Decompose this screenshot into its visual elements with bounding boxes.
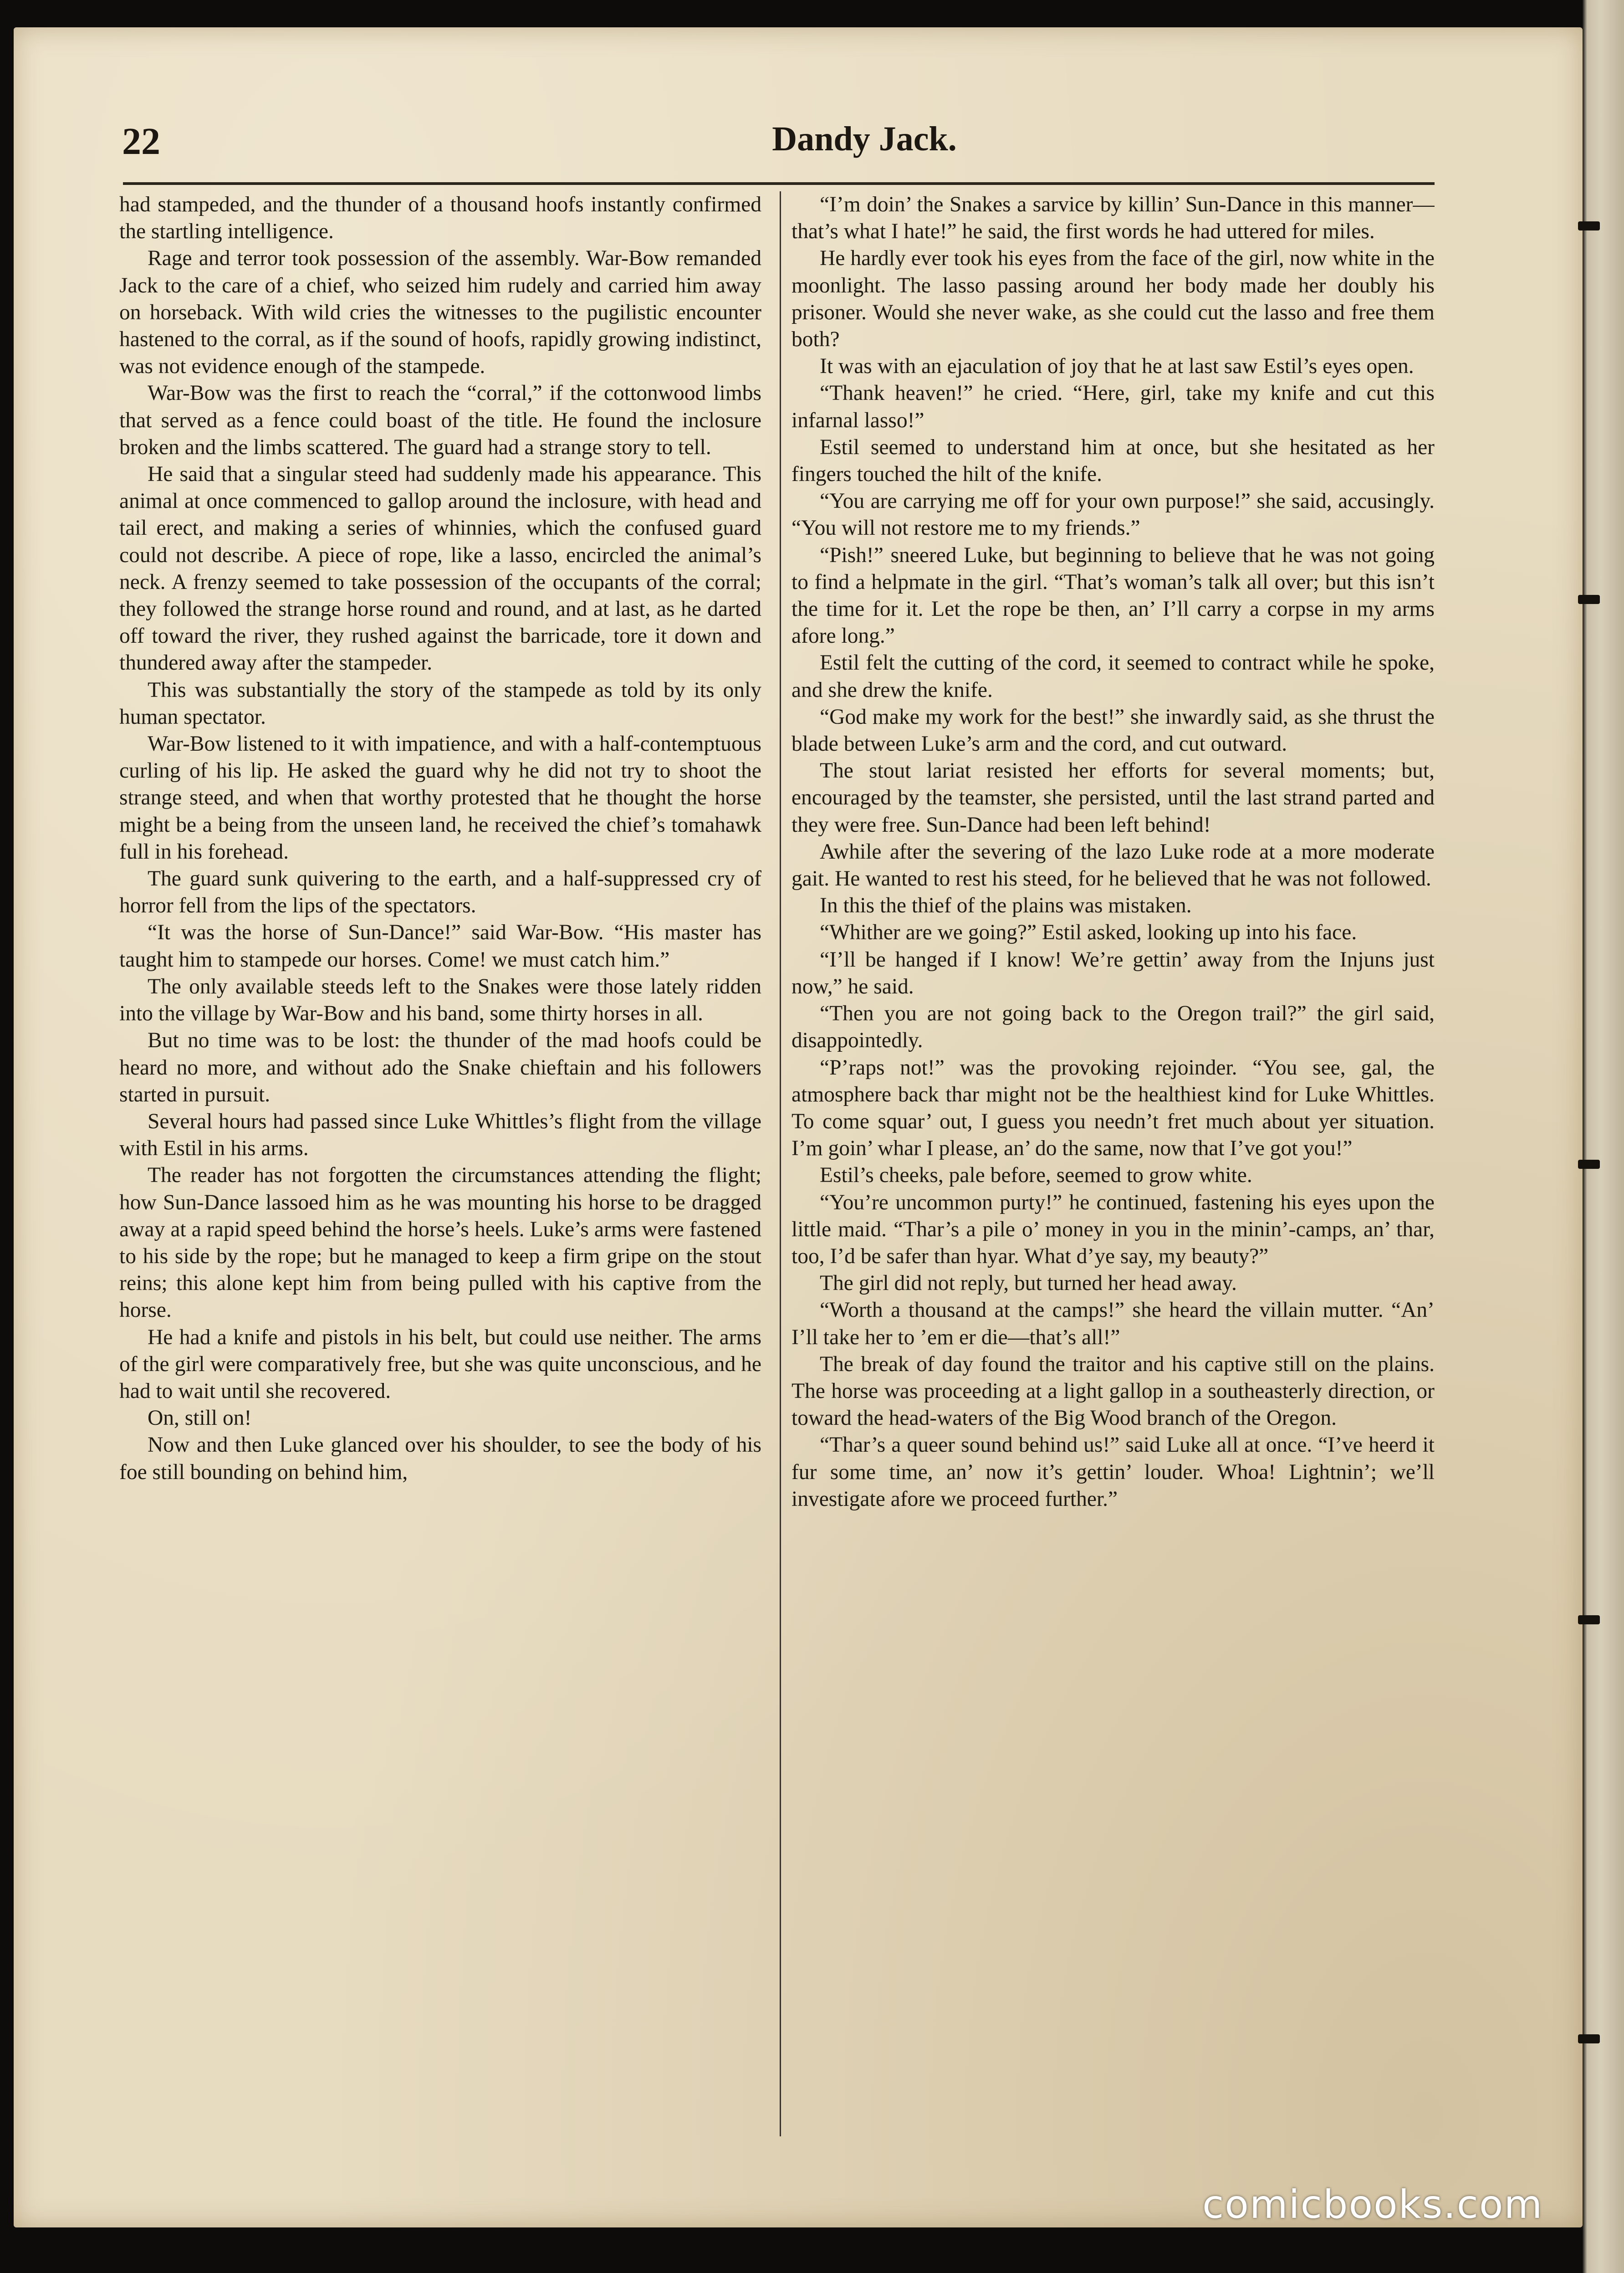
binding-tab (1578, 1615, 1600, 1624)
paragraph: He said that a singular steed had suddenly made his appearance. This animal at once commenced to gallop around the inclosure, with head and tail erect, and making a series of whinnies, which the confused guard could not describe. A piece of rope, like a lasso, encircled the animal’s neck. A frenzy seemed to take possession of the occupants of the corral; they followed the strange horse round and round, and at last, as he darted off toward the river, they rushed against the barricade, tore it down and thundered away after the stampeder. (119, 462, 761, 675)
column-divider (780, 191, 781, 2136)
paragraph: Several hours had passed since Luke Whittles’s flight from the village with Estil in his arms. (119, 1109, 761, 1161)
paragraph: But no time was to be lost: the thunder of the mad hoofs could be heard no more, and without ado the Snake chieftain and his followers started in pursuit. (119, 1029, 761, 1106)
paragraph: “I’ll be hanged if I know! We’re gettin’ away from the Injuns just now,” he said. (792, 947, 1435, 998)
paragraph: “P’raps not!” was the provoking rejoinder. “You see, gal, the atmosphere back thar might not be the healthiest kind for Luke Whittles. To come squar’ out, I guess you needn’t fret much about yer situation. I’m goin’ whar I please, an’ do the same, now that I’ve got you!” (792, 1055, 1435, 1161)
paragraph: “God make my work for the best!” she inwardly said, as she thrust the blade between Luke’s arm and the cord, and cut outward. (792, 705, 1435, 756)
paragraph: The girl did not reply, but turned her head away. (820, 1271, 1237, 1295)
page-number: 22 (122, 120, 160, 163)
binding-tab (1578, 2034, 1600, 2043)
paragraph: War-Bow was the first to reach the “corral,” if the cottonwood limbs that served as a fence could boast of the title. He found the inclosure broken and the limbs scattered. The guard had a strange story to tell. (119, 381, 761, 459)
paragraph: The reader has not forgotten the circumstances attending the flight; how Sun-Dance lassoed him as he was mounting his horse to be dragged away at a rapid speed behind the horse’s heels. Luke’s arms were fastened to his side by the rope; but he managed to keep a firm gripe on the stout reins; this alone kept him from being pulled with his captive from the horse. (119, 1163, 761, 1322)
running-title: Dandy Jack. (772, 120, 957, 158)
paragraph: Now and then Luke glanced over his shoulder, to see the body of his foe still bounding on behind him, (119, 1433, 761, 1484)
paragraph: Estil’s cheeks, pale before, seemed to grow white. (820, 1163, 1252, 1188)
paragraph: “Worth a thousand at the camps!” she heard the villain mutter. “An’ I’ll take her to ’em er die—that’s all!” (792, 1298, 1435, 1349)
paragraph: “I’m doin’ the Snakes a sarvice by killin’ Sun-Dance in this manner—that’s what I hate!” he said, the first words he had uttered for miles. (792, 193, 1435, 244)
paragraph: The stout lariat resisted her efforts for several moments; but, encouraged by the teamster, she persisted, until the last strand parted and they were free. Sun-Dance had been left behind! (792, 759, 1435, 837)
paragraph: had stampeded, and the thunder of a thousand hoofs instantly confirmed the startling intelligence. (119, 193, 761, 244)
paragraph: Estil felt the cutting of the cord, it seemed to contract while he spoke, and she drew the knife. (792, 651, 1435, 702)
paragraph: On, still on! (148, 1406, 252, 1430)
paragraph: He hardly ever took his eyes from the face of the girl, now white in the moonlight. The lasso passing around her body made her doubly his prisoner. Would she never wake, as she could cut the lasso and free them both? (792, 246, 1435, 352)
paragraph: The only available steeds left to the Snakes were those lately ridden into the village by War-Bow and his band, some thirty horses in all. (119, 974, 761, 1026)
paragraph: In this the thief of the plains was mistaken. (820, 894, 1192, 918)
binding-tab (1578, 1160, 1600, 1169)
paragraph: “Then you are not going back to the Oregon trail?” the girl said, disappointedly. (792, 1002, 1435, 1053)
paragraph: Estil seemed to understand him at once, but she hesitated as her fingers touched the hilt of the knife. (792, 435, 1435, 486)
left-column (119, 191, 761, 2159)
right-column (792, 191, 1435, 2159)
binding-strip (1583, 0, 1624, 2273)
paragraph: Awhile after the severing of the lazo Luke rode at a more moderate gait. He wanted to rest his steed, for he believed that he was not followed. (792, 840, 1435, 891)
page-header (122, 119, 1488, 174)
site-watermark: comicbooks.com (1202, 2182, 1543, 2227)
paragraph: The break of day found the traitor and his captive still on the plains. The horse was proceeding at a light gallop in a southeasterly direction, or toward the head-waters of the Big Wood branch of the Oregon. (792, 1352, 1435, 1430)
binding-tab (1578, 595, 1600, 604)
paragraph: War-Bow listened to it with impatience, and with a half-contemptuous curling of his lip. He asked the guard why he did not try to shoot the strange steed, and when that worthy protested that he thought the horse might be a being from the unseen land, he received the chief’s tomahawk full in his forehead. (119, 732, 761, 864)
paragraph: “You are carrying me off for your own purpose!” she said, accusingly. “You will not restore me to my friends.” (792, 489, 1435, 540)
paragraph: “Thar’s a queer sound behind us!” said Luke all at once. “I’ve heerd it fur some time, an’ now it’s gettin’ louder. Whoa! Lightnin’; we’ll investigate afore we proceed further.” (792, 1433, 1435, 1511)
paragraph: It was with an ejaculation of joy that he at last saw Estil’s eyes open. (820, 354, 1414, 379)
paragraph: “You’re uncommon purty!” he continued, fastening his eyes upon the little maid. “Thar’s a pile o’ money in you in the minin’-camps, an’ thar, too, I’d be safer than hyar. What d’ye say, my beauty?” (792, 1190, 1435, 1268)
paragraph: Rage and terror took possession of the assembly. War-Bow remanded Jack to the care of a chief, who seized him rudely and carried him away on horseback. With wild cries the witnesses to the pugilistic encounter hastened to the corral, as if the sound of hoofs, rapidly growing indistinct, was not evidence enough of the stampede. (119, 246, 761, 379)
paragraph: He had a knife and pistols in his belt, but could use neither. The arms of the girl were comparatively free, but she was quite unconscious, and he had to wait until she recovered. (119, 1325, 761, 1403)
header-rule (123, 182, 1435, 185)
paragraph: “Pish!” sneered Luke, but beginning to believe that he was not going to find a helpmate in the girl. “That’s woman’s talk all over; but this isn’t the time for it. Let the rope be then, an’ I’ll carry a corpse in my arms afore long.” (792, 543, 1435, 648)
paragraph: “Whither are we going?” Estil asked, looking up into his face. (820, 921, 1357, 945)
paragraph: “Thank heaven!” he cried. “Here, girl, take my knife and cut this infarnal lasso!” (792, 381, 1435, 432)
paragraph: This was substantially the story of the stampede as told by its only human spectator. (119, 678, 761, 729)
binding-tab (1578, 221, 1600, 230)
paragraph: The guard sunk quivering to the earth, and a half-suppressed cry of horror fell from the lips of the spectators. (119, 867, 761, 918)
paragraph: “It was the horse of Sun-Dance!” said War-Bow. “His master has taught him to stampede our horses. Come! we must catch him.” (119, 921, 761, 972)
